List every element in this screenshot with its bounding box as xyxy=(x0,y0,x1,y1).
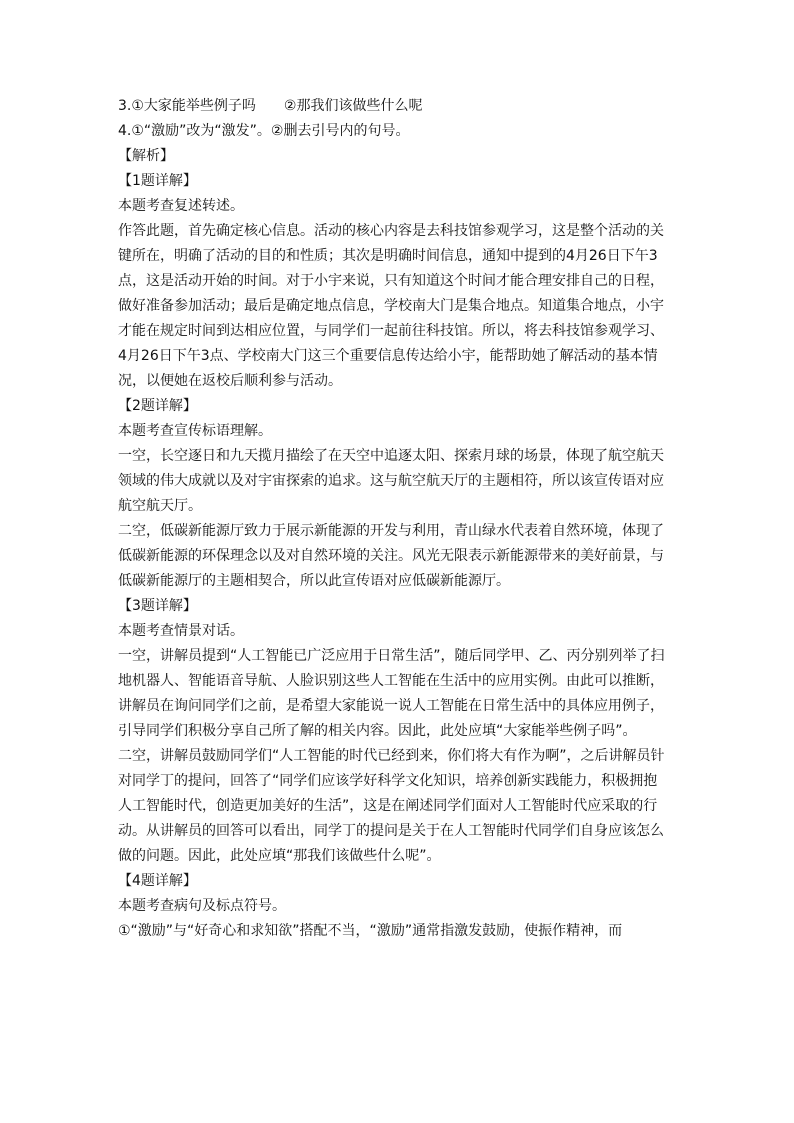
q1-heading: 【1题详解】 xyxy=(118,173,197,189)
document-body xyxy=(118,94,678,944)
q2-paragraph-line: 低碳新能源的环保理念以及对自然环境的关注。风光无限表示新能源带来的美好前景，与 xyxy=(118,548,664,564)
q3-paragraph-line: 人工智能时代，创造更加美好的生活”，这是在阐述同学们面对人工智能时代应采取的行 xyxy=(118,798,658,814)
q2-paragraph-line: 低碳新能源厅的主题相契合，所以此宣传语对应低碳新能源厅。 xyxy=(118,573,510,589)
q4-paragraph-line: ①“激励”与“好奇心和求知欲”搭配不当，“激励”通常指激发鼓励，使振作精神，而 xyxy=(118,923,623,939)
q3-topic: 本题考查情景对话。 xyxy=(118,623,244,639)
q1-paragraph-line: 4月26日下午3点、学校南大门这三个重要信息传达给小宇，能帮助她了解活动的基本情 xyxy=(118,348,658,364)
q1-paragraph-line: 才能在规定时间到达相应位置，与同学们一起前往科技馆。所以，将去科技馆参观学习、 xyxy=(118,323,664,339)
q3-paragraph-line: 二空，讲解员鼓励同学们“人工智能的时代已经到来，你们将大有作为啊”，之后讲解员针 xyxy=(118,748,665,764)
q4-heading: 【4题详解】 xyxy=(118,873,197,889)
q3-paragraph-line: 讲解员在询问同学们之前，是希望大家能说一说人工智能在日常生活中的具体应用例子， xyxy=(118,698,664,714)
q2-paragraph-line: 一空，长空逐日和九天揽月描绘了在天空中追逐太阳、探索月球的场景，体现了航空航天 xyxy=(118,448,664,464)
q2-paragraph-line: 航空航天厅。 xyxy=(118,498,202,514)
q2-paragraph-line: 二空，低碳新能源厅致力于展示新能源的开发与利用，青山绿水代表着自然环境，体现了 xyxy=(118,523,664,539)
q3-paragraph-line: 对同学丁的提问，回答了“同学们应该学好科学文化知识，培养创新实践能力，积极拥抱 xyxy=(118,773,658,789)
q1-paragraph-line: 况，以便她在返校后顺利参与活动。 xyxy=(118,373,342,389)
q1-paragraph-line: 键所在，明确了活动的目的和性质；其次是明确时间信息，通知中提到的4月26日下午3 xyxy=(118,248,658,264)
q2-heading: 【2题详解】 xyxy=(118,398,197,414)
q1-paragraph-line: 做好准备参加活动；最后是确定地点信息，学校南大门是集合地点。知道集合地点，小宇 xyxy=(118,298,664,314)
q1-paragraph-line: 作答此题，首先确定核心信息。活动的核心内容是去科技馆参观学习，这是整个活动的关 xyxy=(118,223,664,239)
q4-topic: 本题考查病句及标点符号。 xyxy=(118,898,286,914)
q2-paragraph-line: 领域的伟大成就以及对宇宙探索的追求。这与航空航天厅的主题相符，所以该宣传语对应 xyxy=(118,473,664,489)
q3-paragraph-line: 引导同学们积极分享自己所了解的相关内容。因此，此处应填“大家能举些例子吗”。 xyxy=(118,723,637,739)
q2-topic: 本题考查宣传标语理解。 xyxy=(118,423,272,439)
q3-paragraph-line: 一空，讲解员提到“人工智能已广泛应用于日常生活”，随后同学甲、乙、丙分别列举了扫 xyxy=(118,648,665,664)
answer-line-3: 3.①大家能举些例子吗 ②那我们该做些什么呢 xyxy=(118,98,423,114)
answer-line-4: 4.①“激励”改为“激发”。②删去引号内的句号。 xyxy=(118,123,410,139)
q3-heading: 【3题详解】 xyxy=(118,598,197,614)
q1-paragraph-line: 点，这是活动开始的时间。对于小宇来说，只有知道这个时间才能合理安排自己的日程， xyxy=(118,273,664,289)
q3-paragraph-line: 地机器人、智能语音导航、人脸识别这些人工智能在生活中的应用实例。由此可以推断， xyxy=(118,673,664,689)
q3-paragraph-line: 做的问题。因此，此处应填“那我们该做些什么呢”。 xyxy=(118,848,441,864)
q1-topic: 本题考查复述转述。 xyxy=(118,198,244,214)
q3-paragraph-line: 动。从讲解员的回答可以看出，同学丁的提问是关于在人工智能时代同学们自身应该怎么 xyxy=(118,823,664,839)
analysis-heading: 【解析】 xyxy=(118,148,174,164)
